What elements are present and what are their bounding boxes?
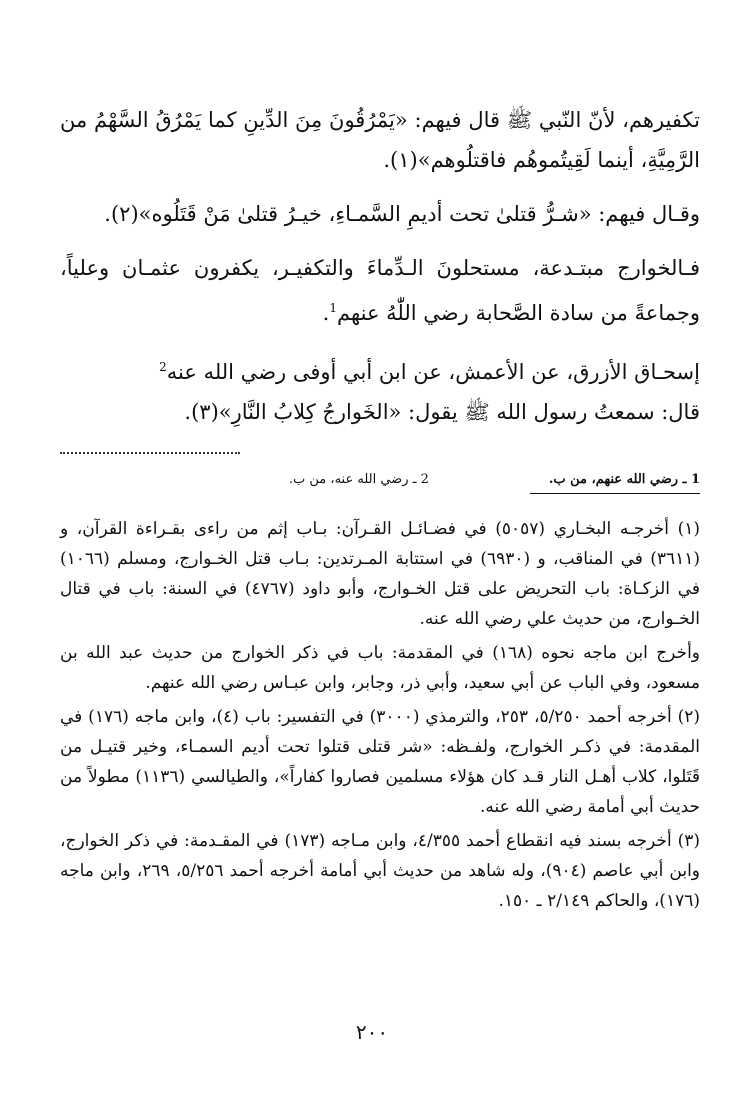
- dotted-separator: [60, 446, 700, 454]
- editorial-note-1: 1 ـ رضي الله عنهم، من ب.: [548, 472, 700, 487]
- main-text: [60, 100, 700, 432]
- editorial-ref-1: 1: [329, 301, 337, 315]
- paragraph-3: فـالخوارج مبتـدعة، مستحلونَ الـدِّماءَ والتكفيـر، يكفرون عثمـان وعلياً، وجماعةً من سادة الصَّحابة رضي اللّٰهُ عنهم$^1$.: [60, 256, 700, 325]
- dotted-line: [60, 446, 240, 454]
- footnotes: [60, 514, 700, 916]
- paragraph-4: [60, 347, 700, 392]
- paragraph-3-text: فـالخوارج مبتـدعة، مستحلونَ الـدِّماءَ والتكفيـر، يكفرون عثمـان وعلياً، وجماعةً من سادة الصَّحابة رضي اللّٰهُ عنهم: [60, 256, 700, 325]
- editorial-note-2: 2 ـ رضي الله عنه، من ب.: [288, 472, 429, 487]
- editorial-ref-2: 2: [159, 360, 167, 374]
- footnote-3: (٣) أخرجه بسند فيه انقطاع أحمد ٤/٣٥٥، وابن مـاجه (١٧٣) في المقـدمة: في ذكر الخوارج، وابن أبي عاصم (٩٠٤)، وله شاهد من حديث أبي أمامة أخرجه أحمد ٥/٢٥٦، ٢٦٩، وابن ماجه (١٧٦)، والحاكم ٢/١٤٩ ـ ١٥٠.: [60, 831, 700, 911]
- editorial-notes: [60, 472, 700, 487]
- footnote-1: (١) أخرجـه البخـاري (٥٠٥٧) في فضـائـل القـرآن: بـاب إثم من راءى بقـراءة القرآن، و (٣٦١١) في المناقب، و (٦٩٣٠) في استتابة المـرتدين: بـاب قتل الخـوارج، ومسلم (١٠٦٦) في الزكـاة: باب التحريض على قتل الخـوارج، وأبو داود (٤٧٦٧) في السنة: باب في قتال الخـوارج، من حديث علي رضي الله عنه.: [60, 519, 701, 629]
- paragraph-5: قال: سمعتُ رسول الله ﷺ يقول: «الخَوارجُ كِلابُ النَّارِ»(٣).: [184, 400, 700, 424]
- footnote-1-continued: وأخرج ابن ماجه نحوه (١٦٨) في المقدمة: باب في ذكر الخوارج من حديث عبد الله بن مسعود، وفي الباب عن أبي سعيد، وأبي ذر، وجابر، وابن عبـاس رضي الله عنهم.: [60, 643, 700, 693]
- paragraph-2: وقـال فيهم: «شـرُّ قتلىٰ تحت أديمِ السَّمـاءِ، خيـرُ قتلىٰ مَنْ قَتَلُوه»(٢).: [104, 202, 700, 226]
- page-body: [60, 100, 700, 920]
- paragraph-1: تكفيرهم، لأنّ النّبي ﷺ قال فيهم: «يَمْرُقُونَ مِنَ الدِّينِ كما يَمْرُقُ السَّهْمُ من الرَّمِيَّةِ، أينما لَقِيتُموهُم فاقتلُوهم»(١).: [60, 108, 700, 172]
- paragraph-4-text: إسحـاق الأزرق، عن الأعمش، عن ابن أبي أوفى رضي الله عنه: [166, 360, 700, 384]
- footnote-2: (٢) أخرجه أحمد ٥/٢٥٠، ٢٥٣، والترمذي (٣٠٠٠) في التفسير: باب (٤)، وابن ماجه (١٧٦) في المقدمة: في ذكـر الخوارج، ولفـظه: «شر قتلى قتلوا تحت أديم السمـاء، وخير قتيـل من قَتَلوا، كلاب أهـل النار قـد كان هؤلاء مسلمين فصاروا كفاراً»، والطيالسي (١١٣٦) مطولاً من حديث أبي أمامة رضي الله عنه.: [60, 707, 700, 817]
- page-number: ٢٠٠: [355, 1020, 389, 1044]
- footnote-divider: [530, 493, 700, 494]
